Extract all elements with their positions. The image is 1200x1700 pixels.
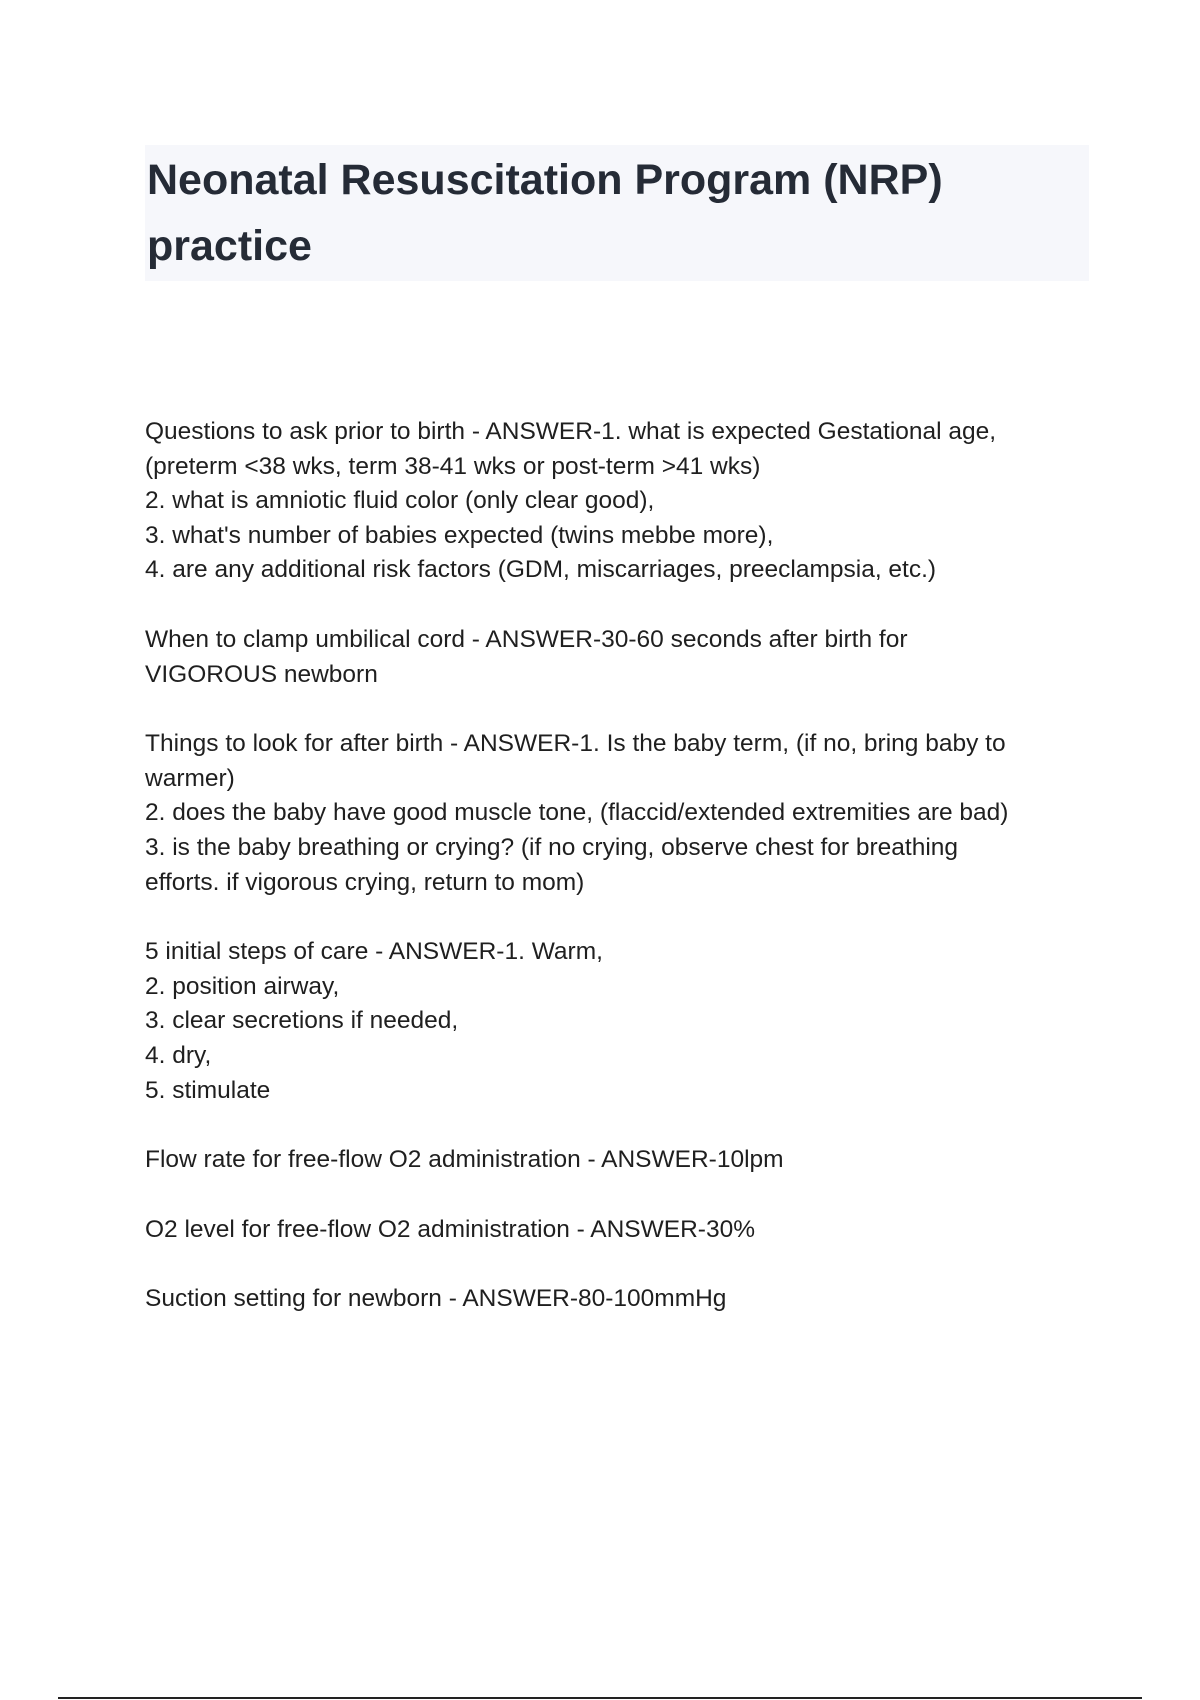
qa-item-cord-clamp	[145, 623, 1095, 692]
qa-line: Suction setting for newborn - ANSWER-80-100mmHg	[145, 1285, 727, 1313]
qa-list	[145, 415, 1095, 1352]
qa-line: Things to look for after birth - ANSWER-1. Is the baby term, (if no, bring baby to	[145, 730, 1006, 758]
page-title	[147, 145, 1087, 279]
title-line: Neonatal Resuscitation Program (NRP)	[147, 156, 943, 204]
footer-divider	[58, 1697, 1142, 1699]
qa-line: 5 initial steps of care - ANSWER-1. Warm,	[145, 938, 603, 966]
qa-line: Flow rate for free-flow O2 administration - ANSWER-10lpm	[145, 1146, 784, 1174]
qa-item-after-birth	[145, 727, 1095, 900]
title-banner	[145, 145, 1089, 281]
qa-line: efforts. if vigorous crying, return to mom)	[145, 868, 585, 896]
qa-line: 3. clear secretions if needed,	[145, 1007, 459, 1035]
qa-line: 4. dry,	[145, 1041, 212, 1069]
qa-item-initial-steps	[145, 935, 1095, 1108]
qa-item-o2-level	[145, 1213, 1095, 1248]
qa-line: 2. does the baby have good muscle tone, (flaccid/extended extremities are bad)	[145, 799, 1009, 827]
qa-line: Questions to ask prior to birth - ANSWER-1. what is expected Gestational age,	[145, 418, 997, 445]
qa-item-suction-setting	[145, 1282, 1095, 1317]
title-line: practice	[147, 222, 312, 270]
qa-item-flow-rate	[145, 1143, 1095, 1178]
qa-line: When to clamp umbilical cord - ANSWER-30-60 seconds after birth for	[145, 625, 908, 653]
qa-line: 5. stimulate	[145, 1076, 271, 1104]
qa-line: 2. position airway,	[145, 972, 340, 1000]
qa-line: VIGOROUS newborn	[145, 660, 378, 688]
qa-line: 4. are any additional risk factors (GDM, miscarriages, preeclampsia, etc.)	[145, 556, 937, 584]
qa-line: warmer)	[145, 764, 235, 792]
qa-line: 3. is the baby breathing or crying? (if no crying, observe chest for breathing	[145, 833, 959, 861]
qa-line: 3. what's number of babies expected (twins mebbe more),	[145, 521, 774, 549]
qa-item-prebirth-questions	[145, 415, 1095, 588]
qa-line: O2 level for free-flow O2 administration - ANSWER-30%	[145, 1215, 755, 1243]
qa-line: (preterm <38 wks, term 38-41 wks or post-term >41 wks)	[145, 452, 761, 480]
qa-line: 2. what is amniotic fluid color (only clear good),	[145, 487, 655, 515]
